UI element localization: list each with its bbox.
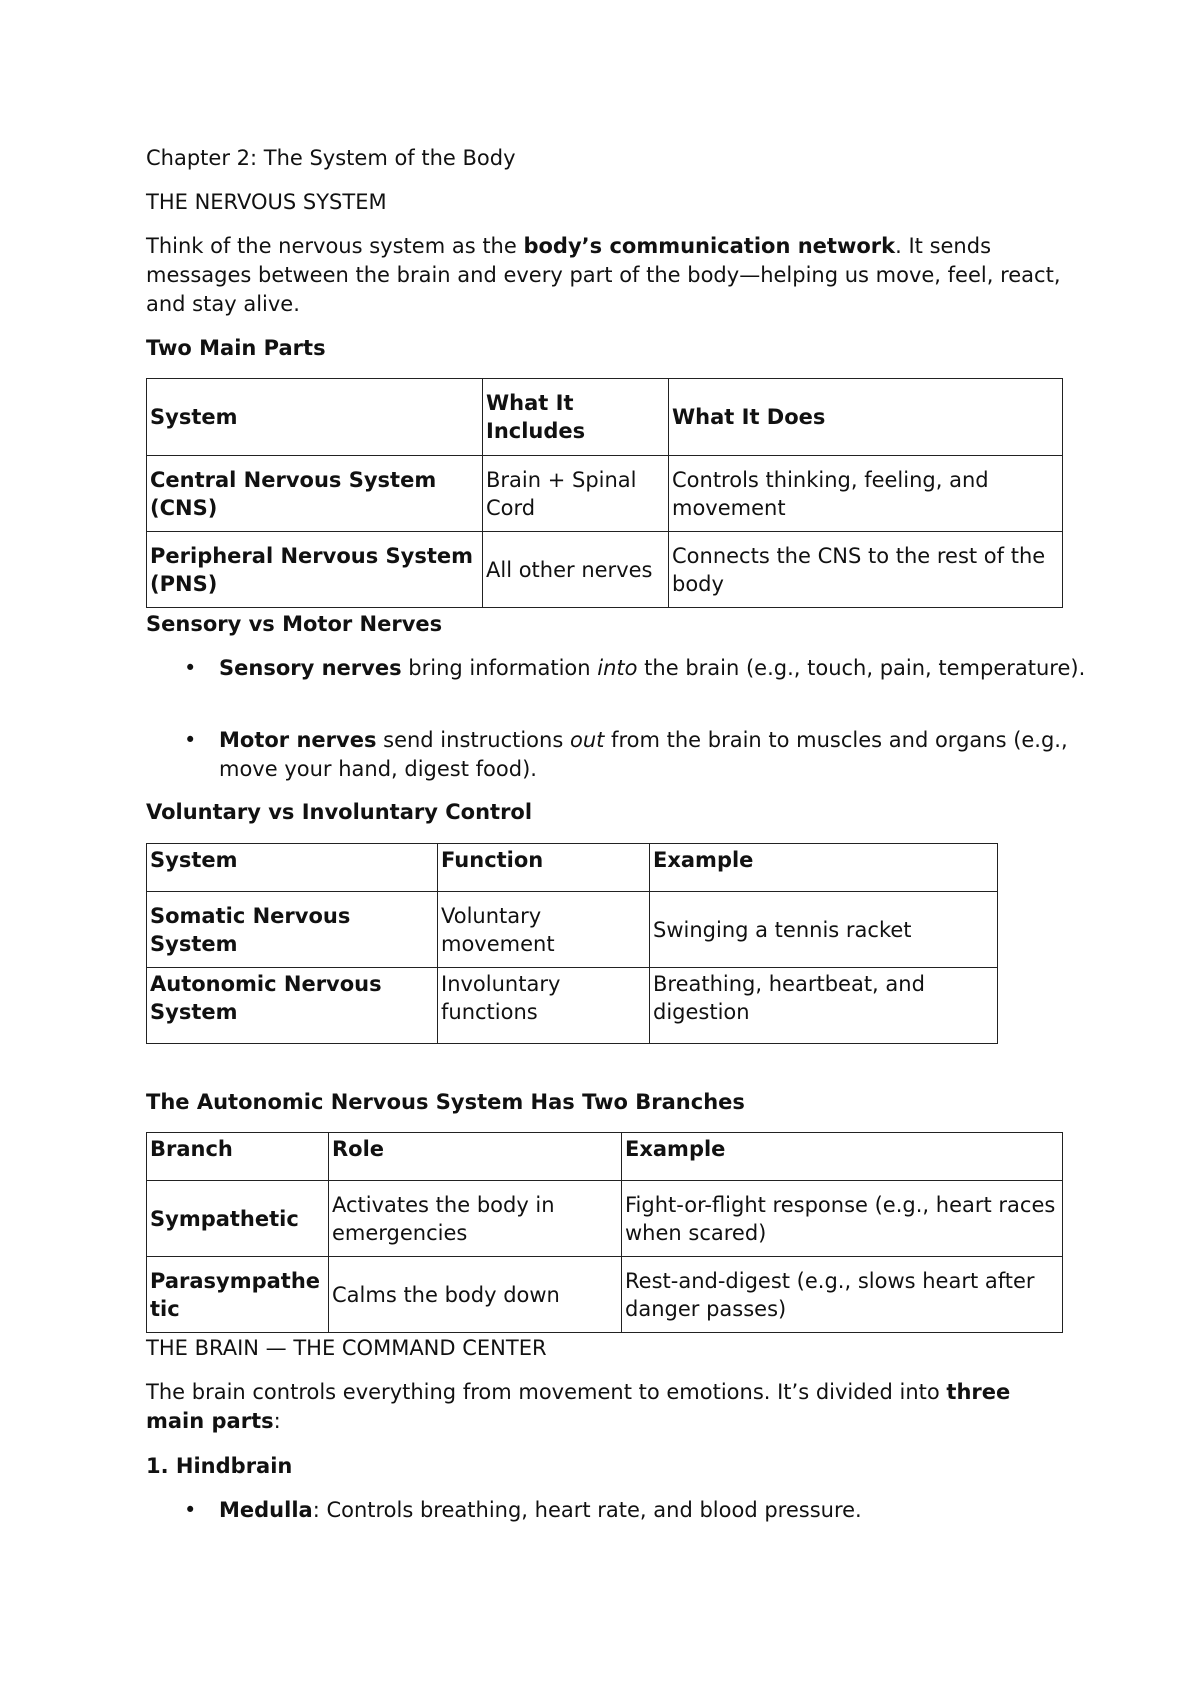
voluntary-control-heading: Voluntary vs Involuntary Control (146, 800, 533, 824)
table-cell: Calms the body down (329, 1257, 622, 1333)
two-main-parts-table (146, 378, 1063, 608)
autonomic-branches-table (146, 1132, 1063, 1333)
table-cell: Sympathetic (147, 1181, 329, 1257)
brain-intro-start: The brain controls everything from movement to emotions. It’s divided into (146, 1380, 947, 1404)
table-cell: Brain + Spinal Cord (483, 456, 669, 532)
table-cell: Breathing, heartbeat, and digestion (650, 968, 998, 1044)
list-item (146, 654, 1086, 714)
table-cell: Central Nervous System (CNS) (147, 456, 483, 532)
table-header-cell: Example (622, 1133, 1063, 1181)
table-cell: Autonomic Nervous System (147, 968, 438, 1044)
table-cell: Controls thinking, feeling, and movement (669, 456, 1063, 532)
table-row (147, 456, 1063, 532)
table-header-row (147, 379, 1063, 456)
intro-text-end: . It sends messages between the brain and every part of the body—helping us move, feel, react, and stay alive. (146, 234, 1061, 316)
sensory-motor-heading: Sensory vs Motor Nerves (146, 612, 443, 636)
table-cell: Somatic Nervous System (147, 892, 438, 968)
list-item-emphasis: out (569, 728, 605, 752)
table-cell: Activates the body in emergencies (329, 1181, 622, 1257)
table-cell: Peripheral Nervous System (PNS) (147, 532, 483, 608)
table-header-row (147, 1133, 1063, 1181)
list-item (146, 726, 1066, 786)
nervous-system-heading: THE NERVOUS SYSTEM (146, 190, 387, 214)
list-item-text-part: from the brain to muscles and organs (e.g., move your hand, digest food). (219, 728, 1068, 781)
list-item-text-part: : Controls breathing, heart rate, and blood pressure. (312, 1498, 862, 1522)
table-header-cell: Role (329, 1133, 622, 1181)
brain-intro (146, 1378, 1066, 1436)
bullet-marker: • (184, 728, 197, 752)
list-item-emphasis: into (597, 656, 638, 680)
list-item-text (219, 726, 1119, 784)
brain-heading: THE BRAIN — THE COMMAND CENTER (146, 1336, 547, 1360)
bullet-marker: • (184, 656, 197, 680)
intro-text-start: Think of the nervous system as the (146, 234, 524, 258)
table-row (147, 968, 998, 1044)
brain-intro-emphasis: three main parts (146, 1380, 1011, 1433)
list-item-text-part: the brain (e.g., touch, pain, temperature). (637, 656, 1086, 680)
two-main-parts-heading: Two Main Parts (146, 336, 326, 360)
list-item-text (219, 1496, 1119, 1525)
table-header-cell: Branch (147, 1133, 329, 1181)
table-cell: Connects the CNS to the rest of the body (669, 532, 1063, 608)
intro-emphasis: body’s communication network (523, 234, 896, 258)
list-item-term: Motor nerves (219, 728, 377, 752)
table-header-cell: System (147, 844, 438, 892)
table-row (147, 1181, 1063, 1257)
hindbrain-heading: 1. Hindbrain (146, 1454, 293, 1478)
bullet-marker: • (184, 1498, 197, 1522)
list-item (146, 1496, 1066, 1526)
autonomic-branches-heading: The Autonomic Nervous System Has Two Branches (146, 1090, 745, 1114)
list-item-text-part: bring information (401, 656, 598, 680)
table-cell: Fight-or-flight response (e.g., heart races when scared) (622, 1181, 1063, 1257)
list-item-term: Medulla (219, 1498, 313, 1522)
table-cell: Involuntary functions (438, 968, 650, 1044)
chapter-title: Chapter 2: The System of the Body (146, 146, 516, 170)
list-item-term: Sensory nerves (219, 656, 402, 680)
table-header-cell: What It Includes (483, 379, 669, 456)
table-header-cell: System (147, 379, 483, 456)
table-cell: Voluntary movement (438, 892, 650, 968)
brain-intro-end: : (273, 1409, 281, 1433)
table-header-cell: What It Does (669, 379, 1063, 456)
table-header-row (147, 844, 998, 892)
table-header-cell: Function (438, 844, 650, 892)
nervous-system-intro (146, 232, 1066, 319)
table-cell: All other nerves (483, 532, 669, 608)
voluntary-control-table (146, 843, 998, 1044)
table-cell: Parasympathetic (147, 1257, 329, 1333)
table-header-cell: Example (650, 844, 998, 892)
list-item-text (219, 654, 1119, 683)
table-cell: Rest-and-digest (e.g., slows heart after danger passes) (622, 1257, 1063, 1333)
table-row (147, 1257, 1063, 1333)
list-item-text-part: send instructions (376, 728, 570, 752)
table-row (147, 892, 998, 968)
table-cell: Swinging a tennis racket (650, 892, 998, 968)
table-row (147, 532, 1063, 608)
